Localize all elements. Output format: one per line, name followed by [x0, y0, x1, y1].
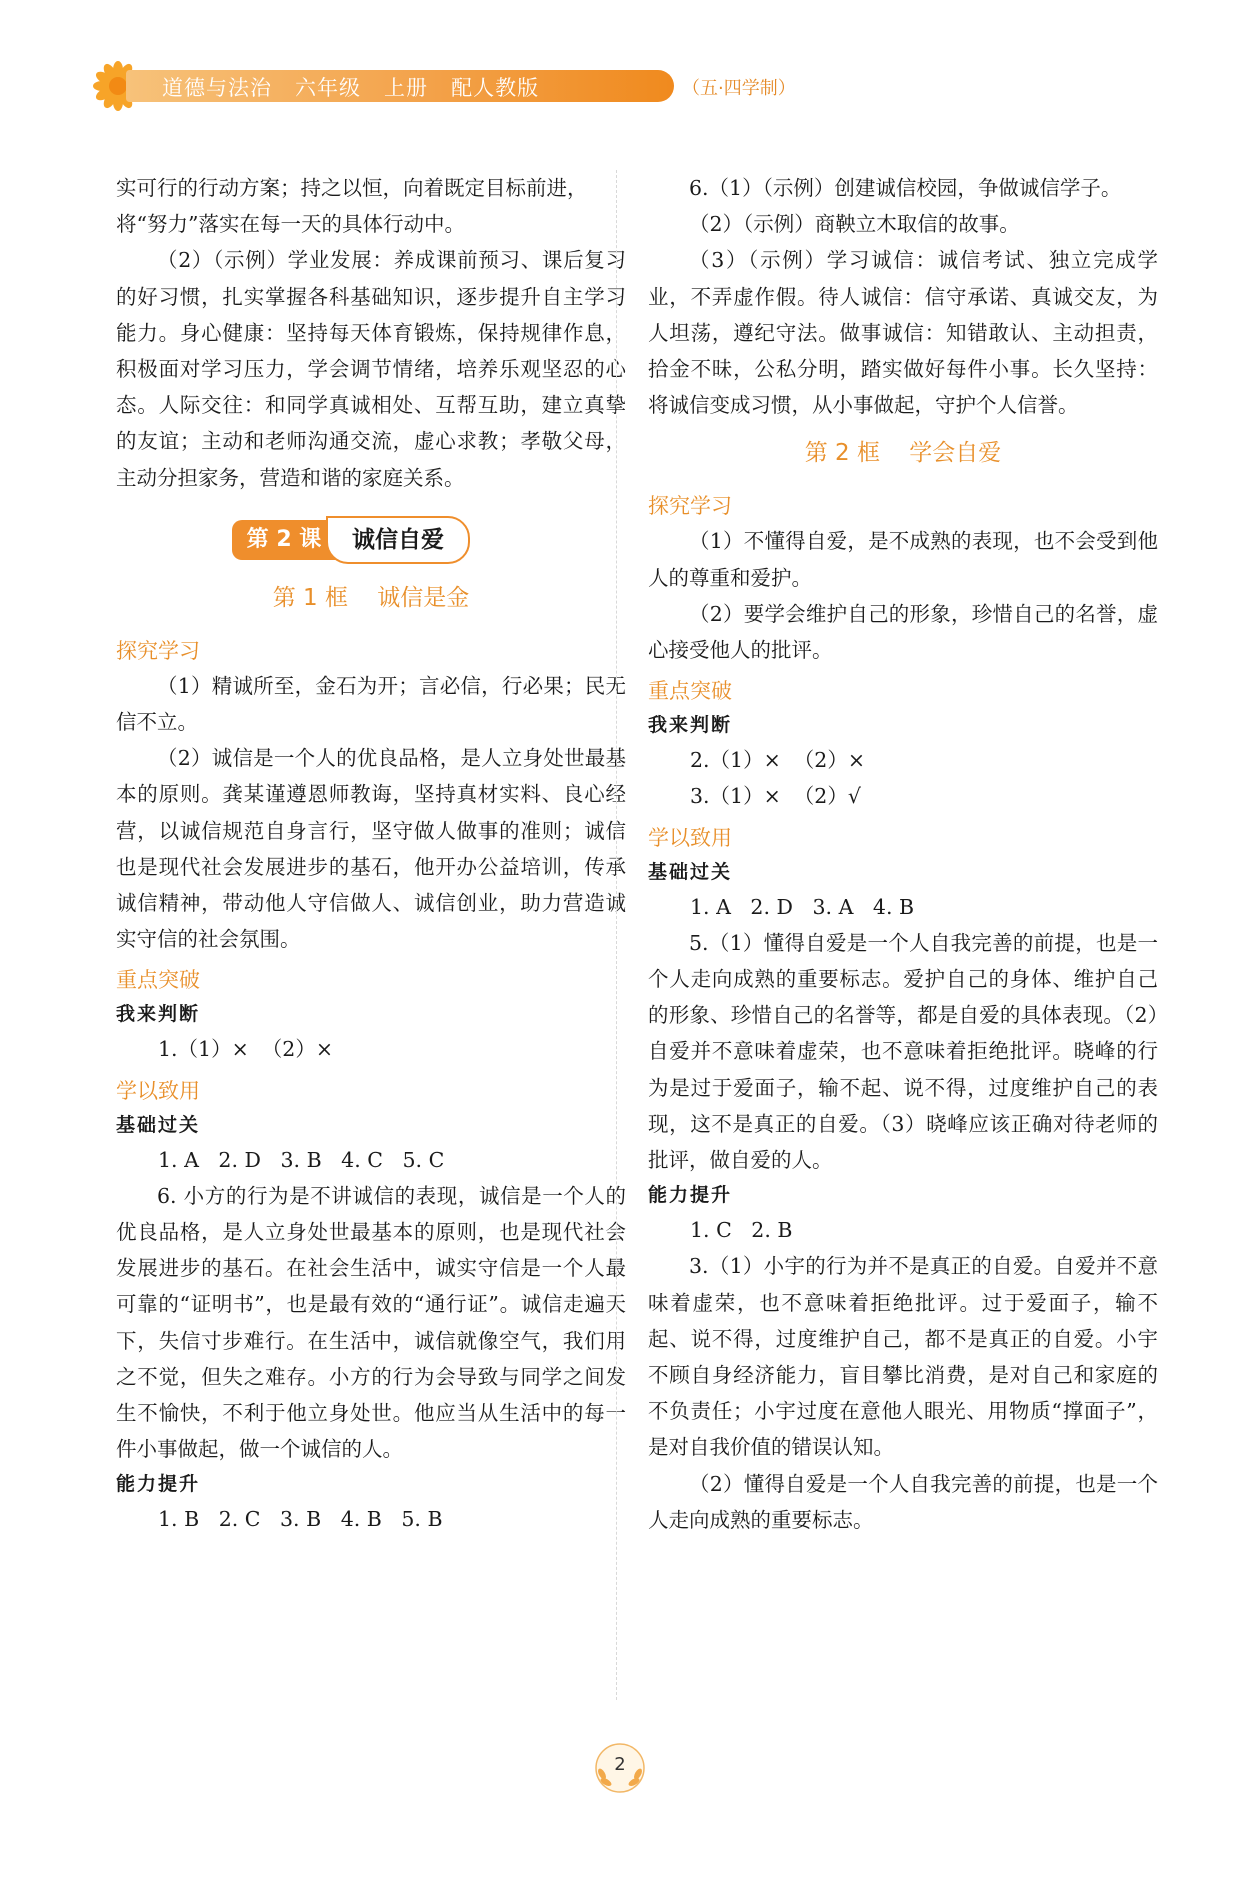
- subsection-heading: 能力提升: [116, 1473, 201, 1496]
- section-heading: 重点突破: [648, 679, 732, 704]
- answer-line: 1.（1）× （2）×: [158, 1037, 334, 1062]
- left-column: [116, 170, 626, 1538]
- frame-title: 第 2 框 学会自爱: [804, 440, 1002, 467]
- lesson-number: 第 2 课: [232, 520, 336, 560]
- book-title: 道德与法治 六年级 上册 配人教版: [162, 76, 540, 100]
- page-number-badge: [592, 1740, 648, 1796]
- paragraph: （1）不懂得自爱，是不成熟的表现，也不会受到他人的尊重和爱护。: [648, 529, 1158, 590]
- subsection-heading: 基础过关: [116, 1113, 201, 1136]
- paragraph: （1）精诚所至，金石为开；言必信，行必果；民无信不立。: [116, 673, 626, 735]
- page-number: 2: [614, 1754, 626, 1775]
- column-divider: [616, 170, 617, 1700]
- subsection-heading: 能力提升: [648, 1184, 733, 1207]
- paragraph: （2）要学会维护自己的形象，珍惜自己的名誉，虚心接受他人的批评。: [648, 601, 1158, 663]
- section-heading: 重点突破: [116, 968, 200, 993]
- section-heading: 探究学习: [648, 494, 732, 519]
- lesson-title: 诚信自爱: [326, 516, 470, 564]
- paragraph: 实可行的行动方案；持之以恒，向着既定目标前进，将“努力”落实在每一天的具体行动中。: [116, 176, 588, 237]
- paragraph: （3）（示例）学习诚信：诚信考试、独立完成学业，不弄虚作假。待人诚信：信守承诺、真诚交友，为人坦荡，遵纪守法。做事诚信：知错敢认、主动担责，拾金不昧，公私分明，踏实做好每件小事。长久坚持：将诚信变成习惯，从小事做起，守护个人信誉。: [648, 248, 1158, 418]
- paragraph: 6.（1）（示例）创建诚信校园，争做诚信学子。: [689, 176, 1122, 200]
- section-heading: 学以致用: [648, 825, 732, 850]
- paragraph: （2）（示例）商鞅立木取信的故事。: [689, 212, 1020, 237]
- right-column: [648, 170, 1158, 1538]
- page-header: [92, 60, 796, 120]
- section-heading: 探究学习: [116, 638, 200, 663]
- paragraph: （2）懂得自爱是一个人自我完善的前提，也是一个人走向成熟的重要标志。: [648, 1471, 1158, 1532]
- frame-title: 第 1 框 诚信是金: [272, 584, 470, 611]
- subsection-heading: 基础过关: [648, 860, 733, 883]
- answer-line: 1. A 2. D 3. B 4. C 5. C: [158, 1147, 445, 1172]
- answer-line: 1. B 2. C 3. B 4. B 5. B: [158, 1507, 443, 1532]
- answer-line: 1. A 2. D 3. A 4. B: [690, 894, 915, 919]
- section-heading: 学以致用: [116, 1078, 200, 1103]
- subsection-heading: 我来判断: [648, 714, 733, 737]
- answer-line: 1. C 2. B: [690, 1218, 793, 1243]
- paragraph: （2）（示例）学业发展：养成课前预习、课后复习的好习惯，扎实掌握各科基础知识，逐步提升自主学习能力。身心健康：坚持每天体育锻炼，保持规律作息，积极面对学习压力，学会调节情绪，培养乐观坚忍的心态。人际交往：和同学真诚相处、互帮互助，建立真挚的友谊；主动和老师沟通交流，虚心求教；孝敬父母，主动分担家务，营造和谐的家庭关系。: [116, 248, 626, 490]
- lesson-heading: [116, 514, 626, 568]
- book-edition: （五·四学制）: [682, 78, 796, 99]
- paragraph: 6. 小方的行为是不讲诚信的表现，诚信是一个人的优良品格，是人立身处世最基本的原则，也是现代社会发展进步的基石。在社会生活中，诚实守信是一个人最可靠的“证明书”，也是最有效的“通行证”。诚信走遍天下，失信寸步难行。在生活中，诚信就像空气，我们用之不觉，但失之难存。小方的行为会导致与同学之间发生不愉快，不利于他立身处世。他应当从生活中的每一件小事做起，做一个诚信的人。: [116, 1183, 626, 1462]
- subsection-heading: 我来判断: [116, 1003, 201, 1026]
- paragraph: 5.（1）懂得自爱是一个人自我完善的前提，也是一个人走向成熟的重要标志。爱护自己的身体、维护自己的形象、珍惜自己的名誉等，都是自爱的具体表现。（2）自爱并不意味着虚荣，也不意味着拒绝批评。晓峰的行为是过于爱面子，输不起、说不得，过度维护自己的表现，这不是真正的自爱。（3）晓峰应该正确对待老师的批评，做自爱的人。: [648, 930, 1158, 1173]
- answer-line: 3.（1）× （2）√: [690, 784, 861, 809]
- paragraph: 3.（1）小宇的行为并不是真正的自爱。自爱并不意味着虚荣，也不意味着拒绝批评。过于爱面子，输不起、说不得，过度维护自己，都不是真正的自爱。小宇不顾自身经济能力，盲目攀比消费，是对自己和家庭的不负责任；小宇过度在意他人眼光、用物质“撑面子”，是对自我价值的错误认知。: [648, 1254, 1158, 1460]
- answer-line: 2.（1）× （2）×: [690, 748, 866, 773]
- paragraph: （2）诚信是一个人的优良品格，是人立身处世最基本的原则。龚某谨遵恩师教诲，坚持真材实料、良心经营，以诚信规范自身言行，坚守做人做事的准则；诚信也是现代社会发展进步的基石，他开办公益培训，传承诚信精神，带动他人守信做人、诚信创业，助力营造诚实守信的社会氛围。: [116, 746, 626, 952]
